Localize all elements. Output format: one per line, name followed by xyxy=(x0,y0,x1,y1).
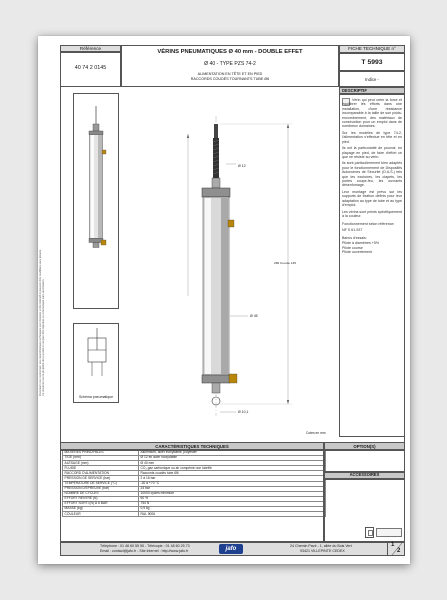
schema-caption: Schéma pneumatique xyxy=(78,395,114,399)
pneumatic-schema-frame xyxy=(73,323,119,403)
doc-note-1: ALIMENTATION EN TÊTE ET EN PIED xyxy=(197,72,263,76)
page-number: 1 xyxy=(391,542,395,548)
standard-value: NF S 61-937 xyxy=(342,227,363,232)
cylinder-thumbnail xyxy=(74,94,120,310)
dim-rod-diameter: Ø 12 xyxy=(238,164,246,168)
footer-address-2: 93421 VILLEPINTE CEDEX xyxy=(300,548,345,553)
spec-key: FLUIDE xyxy=(63,466,139,471)
spec-key: ALÉSAGE (mm) xyxy=(63,461,139,466)
page-counter xyxy=(387,542,405,556)
description-paragraph: Ils ont la particularité de pouvoir, en plaçage en pied, de faire d'effort ce que ne résiste au vérin. xyxy=(342,146,402,159)
spec-value: 2 à 16 bar xyxy=(139,476,326,481)
description-heading: DESCRIPTIF xyxy=(339,87,405,94)
options-heading: OPTION(S) xyxy=(324,442,405,450)
description-paragraph: Vérin qui peut créer la force et équilibrer les efforts dans une installation, d'une résistance incomparable à la taille de son poids-encombrement, des matériaux de construction pour un emploi dans de nombreux domaines. xyxy=(342,98,402,129)
footer-address-1: 24 Chemin Pavé - 1, allée du Bois Vert xyxy=(290,543,352,548)
dim-eye-diameter: Ø 10,1 xyxy=(238,410,249,414)
reference-label: Référence xyxy=(60,45,121,52)
description-paragraph: Sur les modèles de type 74-2, l'alimentation s'effectue en tête et en pied. xyxy=(342,130,402,144)
accessories-heading: ACCESSOIRES xyxy=(324,472,405,479)
test-option: Pilote course xyxy=(342,245,363,250)
spec-value: 0,9 kg xyxy=(139,507,326,512)
footer-email: Email : contact@jafo.fr - Site internet : http://www.jafo.fr xyxy=(100,548,189,553)
options-box xyxy=(324,450,405,472)
dimension-unit-note: Cotes en mm xyxy=(306,431,326,435)
description-text xyxy=(342,98,402,255)
spec-value: 24 bar xyxy=(139,486,326,491)
quality-mark-icon xyxy=(365,527,374,538)
spec-value: Aluminium, acier inoxydable, polyester xyxy=(139,451,326,456)
spec-key: PRESSION D'ÉPREUVE (bar) xyxy=(63,486,139,491)
reference-value: 40 74 2 0145 xyxy=(60,52,121,87)
sheet-number: T 5993 xyxy=(339,53,405,71)
page-divider-icon xyxy=(388,542,406,556)
legal-vertical-text: Document non contractuel. Les caractéristiques techniques sont données à titre indicatif et peuvent être modifiées sans préavis. Ce document est la propriété de la société et ne peut être reproduit ou communiqué sans autorisation. xyxy=(39,249,45,396)
specs-frame xyxy=(60,450,324,542)
spec-key: EFFORT SORTI (N) À 6 BAR xyxy=(63,501,139,506)
dim-body-diameter: Ø 45 xyxy=(250,314,258,318)
standard-label: Fonctionnement selon référence: xyxy=(342,222,395,227)
doc-subtitle: Ø 40 - TYPE PZS 74-2 xyxy=(204,61,256,67)
spec-key: MASSE (kg) xyxy=(63,507,139,512)
certification-logo xyxy=(376,528,402,537)
spec-key: MATIÈRES PRINCIPALES xyxy=(63,451,139,456)
dim-length: 280 Course 145 xyxy=(274,261,297,265)
spec-value: -20 à +70 °C xyxy=(139,481,326,486)
description-paragraph: Ils sont particulièrement bien adaptés pour le fonctionnement de Dispositifs Autonomes de Sécurité (D.A.S.) tels que les exutoires, les clapets, les portes coupe-feu, les ouvrants désenfumage. xyxy=(342,161,402,188)
spec-value: CO₂ gaz carbonique ou air comprimé non lubrifié xyxy=(139,466,326,471)
test-options-label: Bancs d'essais: xyxy=(342,236,367,241)
spec-key: RACCORD D'ALIMENTATION xyxy=(63,471,139,476)
description-paragraph: Les vérins sont peints spécifiquement à la couleur. xyxy=(342,209,402,218)
test-option: Pilote à diamètres +5% xyxy=(342,241,380,246)
spec-key: PRESSION DE SERVICE (bar) xyxy=(63,476,139,481)
sheet-index: Indice - xyxy=(339,71,405,87)
small-drawing-frame xyxy=(73,93,119,309)
spec-value: Raccords coudés tube Ø6 xyxy=(139,471,326,476)
footer-phone: Téléphone : 01 48 60 55 55 - Télécopie : 01 48 60 25 73 xyxy=(100,543,190,548)
spec-value: Ø 12 en acier inoxydable xyxy=(139,456,326,461)
spec-value: 60 % xyxy=(139,496,326,501)
specs-heading: CARACTÉRISTIQUES TECHNIQUES xyxy=(60,442,324,450)
spec-key: EFFORT RENTRÉ (N) xyxy=(63,496,139,501)
spec-key: COULEUR xyxy=(63,512,139,517)
spec-key: TEMPÉRATURE DE SERVICE (°C) xyxy=(63,481,139,486)
spec-key: NOMBRE DE CYCLES xyxy=(63,491,139,496)
datasheet-page xyxy=(38,36,410,564)
page-total: 2 xyxy=(397,548,401,554)
spec-value: Ø 40 mm xyxy=(139,461,326,466)
spec-key: TIGE (mm) xyxy=(63,456,139,461)
spec-value: 754 N xyxy=(139,501,326,506)
doc-title: VÉRINS PNEUMATIQUES Ø 40 mm - DOUBLE EFFET xyxy=(157,49,303,55)
description-paragraph: Leur montage est prévu sur les supports de fixation définis pour leur adaptation au type de tube et au type d'emploi. xyxy=(342,189,402,207)
pneumatic-schema-icon xyxy=(74,324,120,392)
title-block xyxy=(121,45,339,87)
spec-value: 10000 cycles minimum xyxy=(139,491,326,496)
doc-note-2: RACCORDS COUDÉS TOURNANTS TUBE Ø6 xyxy=(190,77,270,81)
spec-value: RAL 9006 xyxy=(139,512,326,517)
jafo-logo: jafo xyxy=(219,544,243,554)
cylinder-technical-drawing xyxy=(168,116,328,416)
test-option: Pilote ouvertement xyxy=(342,250,372,255)
sheet-label: FICHE TECHNIQUE n° xyxy=(339,45,405,53)
